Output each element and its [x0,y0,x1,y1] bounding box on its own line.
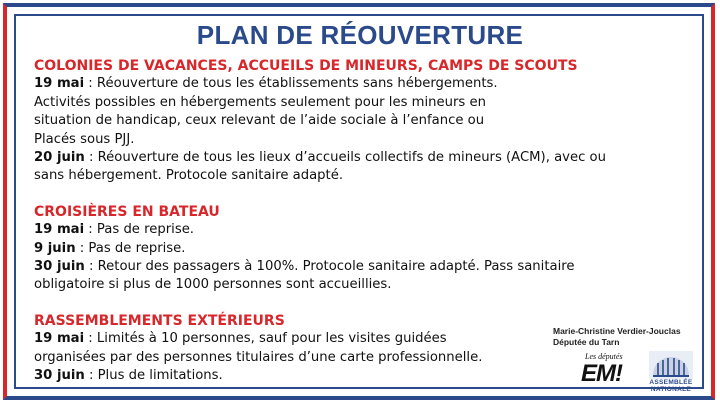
section-heading: CROISIÈRES EN BATEAU [34,203,220,220]
date-label: 9 juin [34,240,76,256]
text-line [34,221,674,239]
line-text: Placés sous PJJ. [34,131,135,147]
section-colonies [34,57,674,186]
section-croisieres [34,203,674,295]
line-text: : Plus de limitations. [84,368,223,384]
an-logo-line1: ASSEMBLÉE [649,379,693,386]
signature-block [553,326,703,348]
line-text: sans hébergement. Protocole sanitaire adapté. [34,168,344,184]
line-text: obligatoire si plus de 1000 personnes sont accueillies. [34,277,392,293]
line-text: Activités possibles en hébergements seulement pour les mineurs en [34,94,486,110]
line-text: organisées par des personnes titulaires d’une carte professionnelle. [34,349,483,365]
signature-role: Députée du Tarn [553,337,620,347]
line-text: : Réouverture de tous les établissements sans hébergements. [84,76,498,92]
an-logo-line2: NATIONALE [650,386,692,393]
section-heading: COLONIES DE VACANCES, ACCUEILS DE MINEURS, CAMPS DE SCOUTS [34,58,578,74]
text-line [34,258,674,276]
date-label: 30 juin [34,368,85,384]
text-line [34,131,674,149]
date-label: 19 mai [34,331,85,347]
hemicycle-icon [649,351,693,379]
date-label: 19 mai [34,222,85,238]
text-line [34,149,674,167]
line-text: : Pas de reprise. [75,240,186,256]
text-line [34,349,674,367]
section-gap [34,295,674,312]
signature-name: Marie-Christine Verdier-Jouclas [553,326,681,336]
date-label: 19 mai [34,76,85,92]
em-logo-big-text: EM! [581,360,622,387]
line-text: : Pas de reprise. [84,222,194,238]
line-text: : Réouverture de tous les lieux d’accueils collectifs de mineurs (ACM), avec ou [84,150,606,166]
text-line [34,367,674,385]
text-line [34,94,674,112]
date-label: 20 juin [34,150,85,166]
line-text: situation de handicap, ceux relevant de l’aide sociale à l’enfance ou [34,113,485,129]
em-deputes-logo [581,352,635,392]
text-line [34,167,674,185]
section-rassemblements [34,312,674,386]
section-gap [34,186,674,203]
page-title: PLAN DE RÉOUVERTURE [196,20,524,50]
text-line [34,240,674,258]
assemblee-nationale-logo [645,351,697,397]
line-text: : Retour des passagers à 100%. Protocole sanitaire adapté. Pass sanitaire [84,259,575,275]
text-line [34,276,674,294]
date-label: 30 juin [34,259,85,275]
em-logo-small-text: Les députés [585,352,623,361]
section-heading: RASSEMBLEMENTS EXTÉRIEURS [34,312,285,329]
text-line [34,75,674,93]
line-text: : Limités à 10 personnes, sauf pour les visites guidées [84,331,447,347]
text-line [34,112,674,130]
